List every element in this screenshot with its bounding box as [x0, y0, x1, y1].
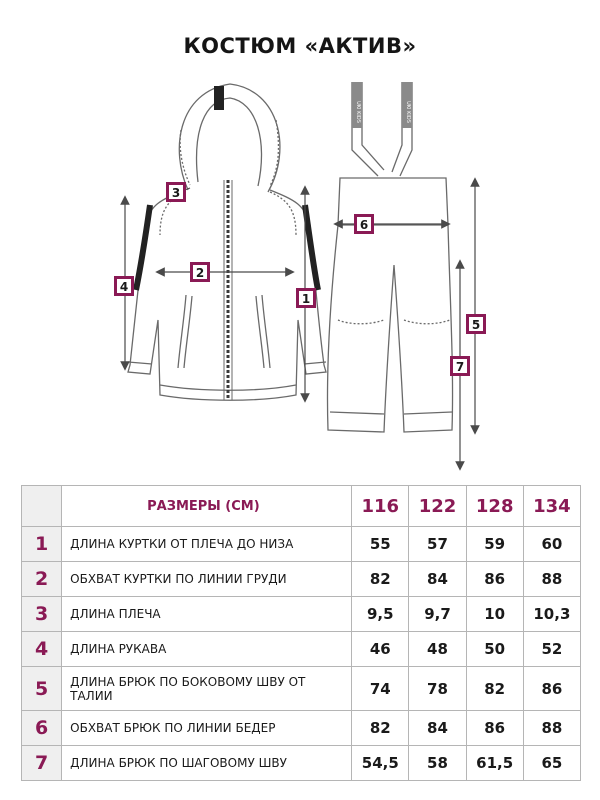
size-table [21, 485, 581, 781]
marker-7-label: 7 [455, 360, 465, 374]
row-number: 7 [22, 746, 62, 781]
measurement-value: 88 [523, 711, 580, 746]
table-row [22, 746, 581, 781]
measurement-value: 86 [466, 562, 523, 597]
measurement-value: 50 [466, 632, 523, 667]
measurement-value: 54,5 [352, 746, 409, 781]
table-row [22, 667, 581, 711]
measurement-label: ДЛИНА БРЮК ПО БОКОВОМУ ШВУ ОТ ТАЛИИ [62, 667, 352, 711]
marker-7 [450, 356, 470, 376]
marker-4-label: 4 [119, 280, 129, 294]
measurement-label: ДЛИНА КУРТКИ ОТ ПЛЕЧА ДО НИЗА [62, 527, 352, 562]
measurement-value: 84 [409, 711, 466, 746]
size-header: 122 [409, 486, 466, 527]
marker-5 [466, 314, 486, 334]
marker-3 [166, 182, 186, 202]
right-strap-text: UKI KIDS [405, 101, 411, 123]
measurement-value: 10 [466, 597, 523, 632]
measurement-label: ДЛИНА РУКАВА [62, 632, 352, 667]
left-strap-text: UKI KIDS [355, 101, 361, 123]
row-number: 6 [22, 711, 62, 746]
table-corner-cell [22, 486, 62, 527]
table-row [22, 527, 581, 562]
measurement-value: 61,5 [466, 746, 523, 781]
marker-2 [190, 262, 210, 282]
marker-3-label: 3 [171, 186, 181, 200]
measurement-value: 82 [352, 711, 409, 746]
marker-2-label: 2 [195, 266, 205, 280]
marker-5-label: 5 [471, 318, 481, 332]
measurement-value: 74 [352, 667, 409, 711]
measurement-value: 82 [466, 667, 523, 711]
pants-drawing [327, 82, 452, 432]
size-header: 128 [466, 486, 523, 527]
table-row [22, 711, 581, 746]
measurement-value: 10,3 [523, 597, 580, 632]
measurement-value: 52 [523, 632, 580, 667]
measurement-value: 59 [466, 527, 523, 562]
measurement-label: ДЛИНА ПЛЕЧА [62, 597, 352, 632]
measurement-label: ОБХВАТ КУРТКИ ПО ЛИНИИ ГРУДИ [62, 562, 352, 597]
marker-1 [296, 288, 316, 308]
marker-6-label: 6 [359, 218, 369, 232]
garment-diagram [0, 70, 600, 475]
row-number: 1 [22, 527, 62, 562]
measurement-lines [125, 182, 475, 466]
measurement-value: 55 [352, 527, 409, 562]
measurement-value: 9,5 [352, 597, 409, 632]
table-row [22, 597, 581, 632]
table-row [22, 562, 581, 597]
marker-1-label: 1 [301, 292, 311, 306]
measurement-value: 88 [523, 562, 580, 597]
measurement-value: 48 [409, 632, 466, 667]
measurement-value: 86 [523, 667, 580, 711]
measurement-value: 86 [466, 711, 523, 746]
size-header: 116 [352, 486, 409, 527]
measurement-value: 78 [409, 667, 466, 711]
measurement-value: 60 [523, 527, 580, 562]
left-sleeve-stripe [136, 205, 150, 290]
marker-6 [354, 214, 374, 234]
measurement-value: 57 [409, 527, 466, 562]
row-number: 4 [22, 632, 62, 667]
measurement-value: 84 [409, 562, 466, 597]
measurement-value: 65 [523, 746, 580, 781]
right-sleeve-stripe [305, 205, 318, 290]
size-header: 134 [523, 486, 580, 527]
measurement-label: ОБХВАТ БРЮК ПО ЛИНИИ БЕДЕР [62, 711, 352, 746]
measurement-value: 46 [352, 632, 409, 667]
row-number: 5 [22, 667, 62, 711]
row-number: 3 [22, 597, 62, 632]
measurement-value: 9,7 [409, 597, 466, 632]
page-title: КОСТЮМ «АКТИВ» [183, 34, 417, 58]
marker-4 [114, 276, 134, 296]
hood-tab [214, 86, 224, 110]
sizes-header-label: РАЗМЕРЫ (СМ) [62, 486, 352, 527]
row-number: 2 [22, 562, 62, 597]
table-row [22, 632, 581, 667]
table-header-row [22, 486, 581, 527]
measurement-label: ДЛИНА БРЮК ПО ШАГОВОМУ ШВУ [62, 746, 352, 781]
measurement-value: 58 [409, 746, 466, 781]
measurement-value: 82 [352, 562, 409, 597]
